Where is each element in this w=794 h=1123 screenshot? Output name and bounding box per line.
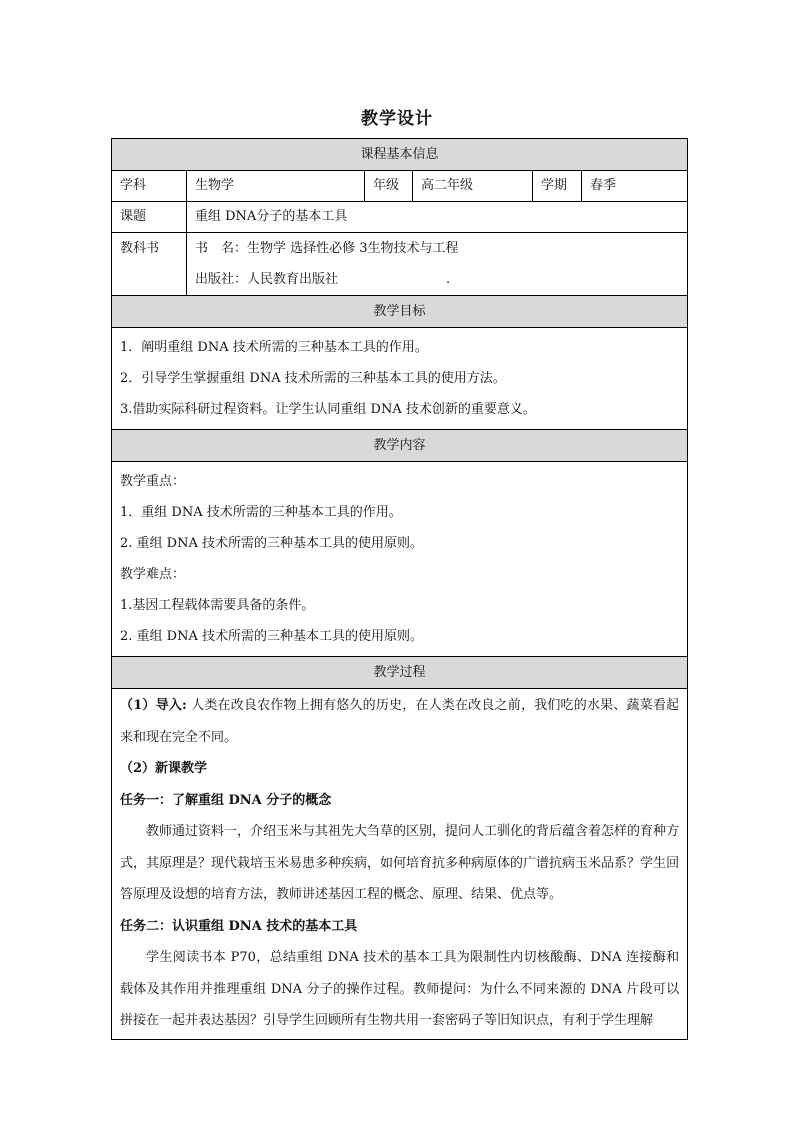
content-cell <box>112 462 688 657</box>
document-title: 教学设计 <box>361 109 433 129</box>
textbook-info <box>187 233 688 296</box>
grade-label: 年级 <box>365 171 413 202</box>
goals-cell <box>112 328 688 430</box>
term-label: 学期 <box>533 171 582 202</box>
goal-item: 3.借助实际科研过程资料。让学生认同重组 DNA 技术创新的重要意义。 <box>120 402 536 417</box>
difficult-point-item: 1.基因工程载体需要具备的条件。 <box>120 598 315 613</box>
new-lesson-heading: （2）新课教学 <box>120 761 208 776</box>
textbook-row <box>112 233 688 296</box>
subject-label: 学科 <box>112 171 187 202</box>
section-header-basic-info: 课程基本信息 <box>112 139 688 171</box>
subject-value: 生物学 <box>187 171 365 202</box>
term-value: 春季 <box>582 171 688 202</box>
key-point-item: 2. 重组 DNA 技术所需的三种基本工具的使用原则。 <box>120 536 423 551</box>
process-cell <box>112 689 688 1040</box>
goal-item: 2．引导学生掌握重组 DNA 技术所需的三种基本工具的使用方法。 <box>120 371 506 386</box>
intro-paragraph <box>120 690 679 753</box>
textbook-book-line: 书 名：生物学 选择性必修 3生物技术与工程 <box>195 241 459 256</box>
intro-label: （1）导入: <box>120 698 187 713</box>
difficult-points-heading: 教学难点： <box>120 567 186 582</box>
section-header-content: 教学内容 <box>112 430 688 462</box>
task1-paragraph: 教师通过资料一，介绍玉米与其祖先大刍草的区别，提问人工驯化的背后蕴含着怎样的育种方式，其原理是？现代栽培玉米易患多种疾病，如何培育抗多种病原体的广谱抗病玉米品系？学生回答原理及设想的培育方法，教师讲述基因工程的概念、原理、结果、优点等。 <box>120 824 680 902</box>
textbook-label: 教科书 <box>112 233 187 296</box>
key-point-item: 1．重组 DNA 技术所需的三种基本工具的作用。 <box>120 505 402 520</box>
publisher-trailing-dot: . <box>446 272 451 287</box>
topic-row <box>112 202 688 233</box>
task2-paragraph: 学生阅读书本 P70，总结重组 DNA 技术的基本工具为限制性内切核酸酶、DNA 连接酶和载体及其作用并推理重组 DNA 分子的操作过程。教师提问：为什么不同来源的 DNA 片段可以拼接在一起并表达基因？引导学生回顾所有生物共用一套密码子等旧知识点，有利于学生理解 <box>120 950 680 1028</box>
difficult-point-item: 2. 重组 DNA 技术所需的三种基本工具的使用原则。 <box>120 629 423 644</box>
basic-info-row <box>112 171 688 202</box>
task1-title: 任务一：了解重组 DNA 分子的概念 <box>120 792 332 808</box>
key-points-heading: 教学重点： <box>120 474 186 489</box>
lesson-plan-table <box>111 138 688 1040</box>
grade-value: 高二年级 <box>413 171 533 202</box>
textbook-publisher-line: 出版社：人民教育出版社 . <box>195 272 451 287</box>
section-header-process: 教学过程 <box>112 657 688 689</box>
goal-item: 1．阐明重组 DNA 技术所需的三种基本工具的作用。 <box>120 340 428 355</box>
topic-label: 课题 <box>112 202 187 233</box>
topic-value: 重组 DNA分子的基本工具 <box>187 202 688 233</box>
task2-title: 任务二：认识重组 DNA 技术的基本工具 <box>120 918 358 934</box>
section-header-goals: 教学目标 <box>112 296 688 328</box>
intro-text: 人类在改良农作物上拥有悠久的历史，在人类在改良之前，我们吃的水果、蔬菜看起来和现在完全不同。 <box>120 698 680 745</box>
